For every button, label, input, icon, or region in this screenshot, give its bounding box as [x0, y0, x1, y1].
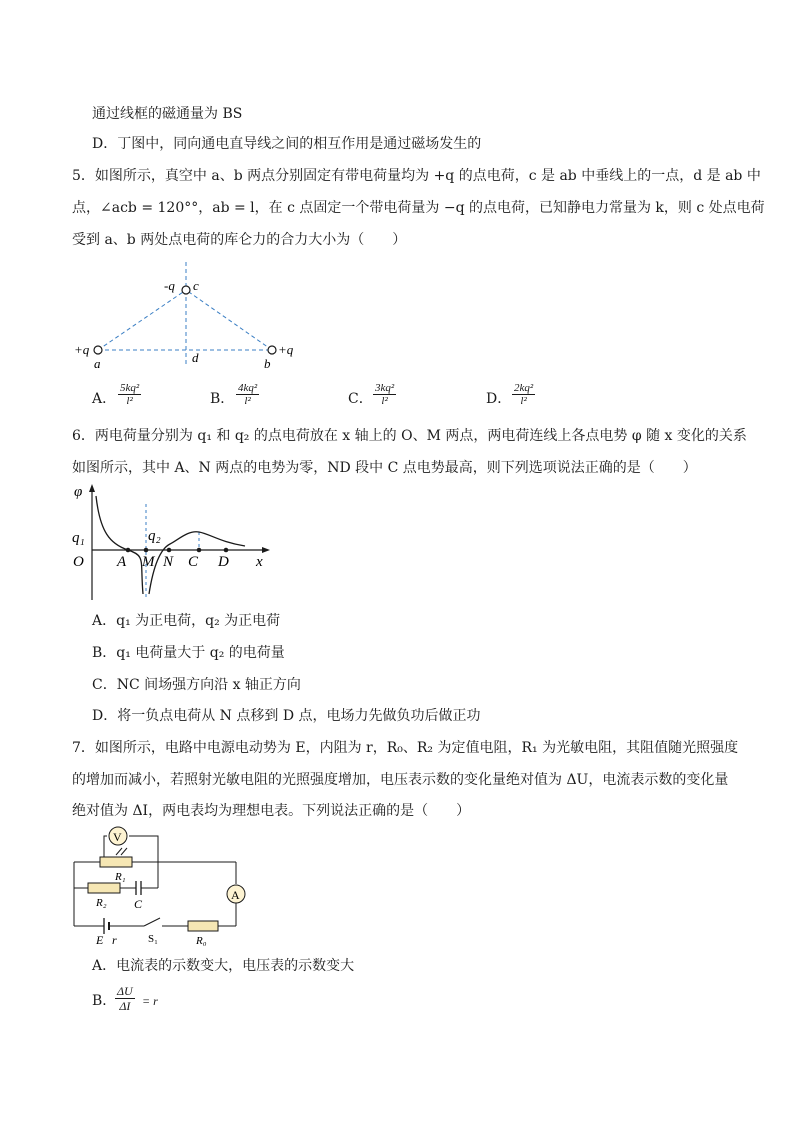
light-arrow-1: [116, 848, 122, 855]
r-label: r: [112, 933, 117, 947]
voltmeter-wire-right: [129, 836, 158, 862]
q6-stem-line-1: 6．两电荷量分别为 q₁ 和 q₂ 的点电荷放在 x 轴上的 O、M 两点，两电荷连线上各点电势 φ 随 x 变化的关系: [72, 428, 747, 444]
label-d: D: [218, 554, 229, 570]
q6-option-c: C．NC 间场强方向沿 x 轴正方向: [92, 677, 301, 693]
q7-stem-line-1: 7．如图所示，电路中电源电动势为 E，内阻为 r，R₀、R₂ 为定值电阻，R₁ 为光敏电阻，其阻值随光照强度: [72, 740, 739, 756]
q7-option-b-label: B．: [92, 993, 117, 1009]
c-label: C: [134, 897, 143, 911]
q5-option-c-label: C．: [348, 391, 373, 407]
q5-option-b-label: B．: [210, 391, 235, 407]
label-c: C: [188, 554, 199, 570]
voltmeter-label: V: [113, 830, 122, 844]
q5-figure: [72, 260, 312, 370]
r2-resistor: [88, 883, 120, 893]
label-n: N: [163, 554, 174, 570]
phi-curve-left: [96, 496, 143, 594]
x-axis-arrow: [262, 547, 270, 553]
q5-option-d-denominator: l²: [520, 395, 527, 407]
q5-stem-line-1: 5．如图所示，真空中 a、b 两点分别固定有带电荷量均为 +q 的点电荷，c 是 ab 中垂线上的一点，d 是 ab 中: [72, 168, 761, 184]
q6-stem-line-2: 如图所示，其中 A、N 两点的电势为零，ND 段中 C 点电势最高，则下列选项说法正确的是（ ）: [72, 460, 697, 476]
r1-photoresistor: [100, 857, 132, 867]
label-a: a: [94, 356, 101, 370]
label-o: O: [73, 554, 84, 570]
label-b: b: [264, 356, 271, 370]
label-q2: q₂: [148, 528, 161, 544]
q6-option-b: B．q₁ 电荷量大于 q₂ 的电荷量: [92, 645, 285, 661]
point-n: [167, 548, 172, 553]
q6-option-d: D．将一负点电荷从 N 点移到 D 点，电场力先做负功后做正功: [92, 708, 481, 724]
q5-option-b-fraction: [236, 382, 259, 407]
r1-label: R₁: [115, 871, 126, 883]
ac-line: [98, 290, 186, 350]
q5-option-c-fraction: [373, 382, 396, 407]
label-plus-q-right: +q: [278, 342, 294, 357]
q5-stem-line-2: 点，∠acb = 120°°，ab = l，在 c 点固定一个带电荷量为 −q 的点电荷，已知静电力常量为 k，则 c 处点电荷: [72, 200, 765, 216]
r2-label: R₂: [96, 897, 107, 909]
q4-option-c-continuation: 通过线框的磁通量为 BS: [92, 106, 243, 122]
q7-circuit-diagram: [70, 826, 260, 950]
q5-option-d-fraction: [512, 382, 535, 407]
q7-stem-line-3: 绝对值为 ΔI，两电表均为理想电表。下列说法正确的是（ ）: [72, 803, 471, 819]
bc-line: [186, 290, 272, 350]
q7-stem-line-2: 的增加而减小，若照射光敏电阻的光照强度增加，电压表示数的变化量绝对值为 ΔU，电流表示数的变化量: [72, 772, 729, 788]
r0-resistor: [188, 921, 218, 931]
phi-axis-arrow: [89, 484, 95, 492]
q5-option-b-denominator: l²: [244, 395, 251, 407]
label-minus-q: -q: [164, 278, 175, 293]
label-c: c: [193, 278, 199, 293]
q7-option-a: A．电流表的示数变大，电压表的示数变大: [92, 958, 355, 974]
light-arrow-2: [121, 848, 127, 855]
q5-option-c-denominator: l²: [381, 395, 388, 407]
e-label: E: [96, 933, 104, 947]
r0-label: R₀: [196, 935, 207, 947]
point-d: [224, 548, 229, 553]
q7-option-b-fraction: [115, 984, 135, 1013]
point-m: [144, 548, 149, 553]
q5-option-d-label: D．: [486, 391, 512, 407]
q6-option-a: A．q₁ 为正电荷，q₂ 为正电荷: [92, 613, 281, 629]
q5-option-a-numerator: 5kq²: [120, 382, 140, 394]
s1-label: S₁: [148, 933, 158, 945]
q5-option-d-numerator: 2kq²: [514, 382, 534, 394]
label-a: A: [117, 554, 127, 570]
label-m: M: [142, 554, 155, 570]
q7-option-b-suffix: = r: [142, 994, 158, 1008]
q5-option-b-numerator: 4kq²: [238, 382, 258, 394]
q6-phi-x-graph: [70, 482, 275, 602]
q5-stem-line-3: 受到 a、b 两处点电荷的库仑力的合力大小为（ ）: [72, 232, 407, 248]
point-a: [126, 548, 131, 553]
q5-option-a-fraction: [118, 382, 141, 407]
point-c: [197, 548, 202, 553]
charge-c: [182, 286, 190, 294]
label-x: x: [256, 554, 263, 570]
charge-b: [268, 346, 276, 354]
label-d: d: [192, 350, 199, 365]
q7-option-b-denominator: ΔI: [119, 999, 131, 1013]
label-plus-q-left: +q: [74, 342, 90, 357]
q5-option-c-numerator: 3kq²: [375, 382, 395, 394]
ammeter-label: A: [231, 888, 240, 902]
charge-a: [94, 346, 102, 354]
q5-option-a-denominator: l²: [126, 395, 133, 407]
q5-option-a-label: A．: [92, 391, 117, 407]
label-q1: q₁: [72, 530, 85, 546]
q4-option-d: D．丁图中，同向通电直导线之间的相互作用是通过磁场发生的: [92, 136, 482, 152]
q7-option-b-numerator: ΔU: [117, 984, 133, 998]
label-phi: φ: [74, 484, 83, 500]
switch-s1: [144, 918, 160, 926]
